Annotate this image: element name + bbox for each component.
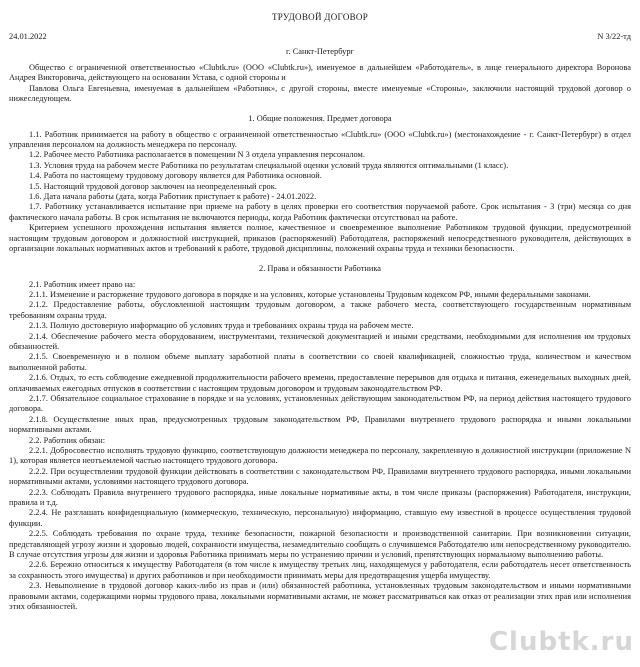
document-title: ТРУДОВОЙ ДОГОВОР (271, 12, 369, 22)
clause-paragraph: 2.1.2. Предоставление работы, обусловленной настоящим трудовым договором, а также рабочего места, соответствующего государственным нормативным требованиям охраны труда. (9, 300, 631, 320)
clause-paragraph: 1.4. Работа по настоящему трудовому договору является для Работника основной. (29, 171, 322, 181)
clause-paragraph: 2.2.1. Добросовестно исполнять трудовую функцию, соответствующую должности менеджера по персоналу, закрепленную в должностной инструкции (приложение N 1), которая является неотъемлемой частью настоящего трудового договора. (9, 446, 631, 466)
clause-paragraph: 2.1. Работник имеет право на: (29, 279, 136, 289)
clause-paragraph: Критерием успешного прохождения испытания является полное, качественное и своевременное выполнение Работником трудовой функции, предусмотренной настоящим трудовым договором и должностной инструкцией, приказов (распоряжений) Работодателя, распоряжений непосредственного руководителя, действующих в организации локальных нормативных актов и требований к работе, трудовой дисциплины, положений охраны труда и техники безопасности. (9, 223, 631, 254)
document-number: N 3/22-тд (597, 32, 631, 41)
clause-paragraph: 2.1.6. Отдых, то есть соблюдение ежедневной продолжительности рабочего времени, предоставление перерывов для отдыха и питания, еженедельных выходных дней, оплачиваемых ежегодных отпусков в соответствии с настоящим трудовым договором и трудовым законодательством РФ. (9, 373, 631, 393)
clause-paragraph: 2.1.8. Осуществление иных прав, предусмотренных трудовым законодательством РФ, Правилами внутреннего трудового распорядка и иными локальными нормативными актами. (9, 414, 631, 435)
clause-paragraph: 2.2. Работник обязан: (29, 435, 106, 445)
date-number-row (9, 32, 631, 41)
clause-paragraph: 1.1. Работник принимается на работу в общество с ограниченной ответственностью «Clubtk.ru» (ООО «Clubtk.ru») (местонахождение - г. Санкт-Петербург) в отдел управления персоналом на должность менеджера по персоналу. (9, 129, 631, 150)
clause-paragraph: 2.2.3. Соблюдать Правила внутреннего трудового распорядка, иные локальные нормативные акты, в том числе приказы (распоряжения) Работодателя, инструкции, правила и т.д. (9, 487, 631, 508)
section-heading: 2. Права и обязанности Работника (259, 263, 381, 273)
clause-paragraph: 2.1.4. Обеспечение рабочего места оборудованием, инструментами, технической документацией и иными средствами, необходимыми для исполнения им трудовых обязанностей. (9, 331, 631, 351)
clause-paragraph: 2.1.1. Изменение и расторжение трудового договора в порядке и на условиях, которые установлены Трудовым кодексом РФ, иными федеральными законами. (29, 289, 591, 299)
clause-paragraph: 2.2.5. Соблюдать требования по охране труда, технике безопасности, пожарной безопасности и производственной санитарии. При возникновении ситуации, представляющей угрозу жизни и здоровью людей, сохранности имущества, незамедлительно сообщать о случившемся Работодателю или непосредственному руководителю. В случае отсутствия угрозы для жизни и здоровья Работника принимать меры по устранению причин и условий, препятствующих нормальному выполнению работы. (9, 529, 631, 560)
clause-paragraph: 2.1.3. Полную достоверную информацию об условиях труда и требованиях охраны труда на рабочем месте. (29, 321, 414, 331)
watermark-logo: Clubtk.ru (488, 627, 634, 657)
clause-paragraph: 1.5. Настоящий трудовой договор заключен на неопределенный срок. (29, 181, 277, 191)
clause-paragraph: 2.2.6. Бережно относиться к имуществу Работодателя (в том числе к имуществу третьих лиц, находящемуся у работодателя, если работодатель несет ответственность за сохранность этого имущества) и других работников и при необходимости принимать меры для предотвращения ущерба имуществу. (9, 560, 631, 580)
clause-paragraph: 2.2.2. При осуществлении трудовой функции действовать в соответствии с законодательством РФ, Правилами внутреннего трудового распорядка, иными локальными нормативными актами, условиями настоящего трудового договора. (9, 466, 631, 487)
clause-paragraph: 2.3. Невыполнение в трудовой договор каких-либо из прав и (или) обязанностей работника, установленных трудовым законодательством и иными нормативными правовыми актами, содержащими нормы трудового права, локальными нормативными актами, не может рассматриваться как отказ от реализации этих прав или исполнения этих обязанностей. (9, 581, 631, 612)
preamble-paragraph: Общество с ограниченной ответственностью «Clubtk.ru» (ООО «Clubtk.ru»), именуемое в дальнейшем «Работодатель», в лице генерального директора Воронова Андрея Викторовича, действующего на основании Устава, с одной стороны и (9, 63, 631, 83)
section-2-body (9, 280, 631, 613)
clause-paragraph: 1.2. Рабочее место Работника располагается в помещении N 3 отдела управления персоналом. (29, 150, 365, 160)
document-city: г. Санкт-Петербург (286, 47, 354, 56)
section-1-body (9, 130, 631, 255)
section-heading: 1. Общие положения. Предмет договора (248, 113, 392, 123)
clause-paragraph: 1.3. Условия труда на рабочем месте Работника по результатам специальной оценки условий труда являются оптимальными (1 класс). (29, 160, 509, 170)
clause-paragraph: 1.6. Дата начала работы (дата, когда Работник приступает к работе) - 24.01.2022. (29, 192, 317, 202)
clause-paragraph: 2.2.4. Не разглашать конфиденциальную (коммерческую, техническую, персональную) информацию, ставшую ему известной в процессе осуществления трудовой функции. (9, 508, 631, 528)
preamble (9, 63, 631, 105)
clause-paragraph: 1.7. Работнику устанавливается испытание при приеме на работу в целях проверки его соответствия поручаемой работе. Срок испытания - 3 (три) месяца со дня фактического начала работы. В срок испытания не включаются периоды, когда Работник фактически отсутствовал на работе. (9, 202, 631, 222)
document-date: 24.01.2022 (9, 32, 47, 41)
preamble-paragraph: Павлова Ольга Евгеньевна, именуемая в дальнейшем «Работник», с другой стороны, вместе именуемые «Стороны», заключили настоящий трудовой договор о нижеследующем. (9, 83, 631, 104)
clause-paragraph: 2.1.5. Своевременную и в полном объеме выплату заработной платы в соответствии со своей квалификацией, сложностью труда, количеством и качеством выполненной работы. (9, 352, 631, 372)
clause-paragraph: 2.1.7. Обязательное социальное страхование в порядке и на условиях, установленных действующим законодательством РФ, на период действия настоящего трудового договора. (9, 393, 631, 414)
